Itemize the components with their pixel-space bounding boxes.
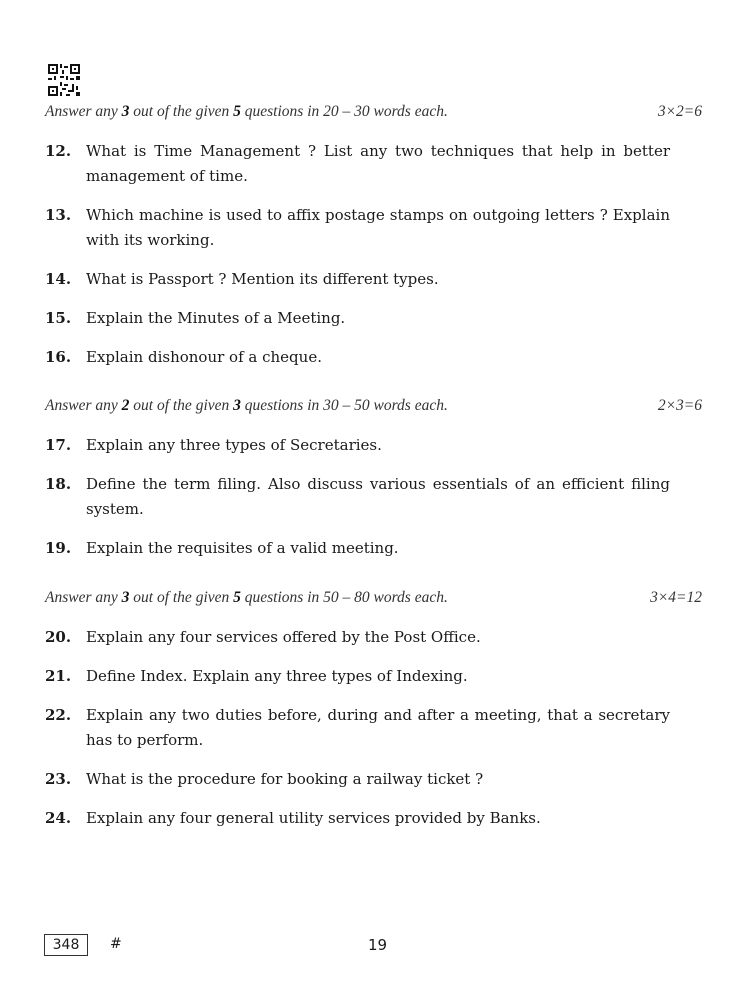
question-text: Define the term filing. Also discuss various essentials of an efficient filing system. <box>86 475 670 518</box>
question-number: 19. <box>45 539 72 557</box>
page-number: 19 <box>368 936 388 954</box>
section-marks: 3×4=12 <box>650 589 702 606</box>
instruction-text: Answer any 3 out of the given 5 questions in 50 – 80 words each. <box>45 589 448 606</box>
question-number: 18. <box>45 475 72 493</box>
question <box>45 767 670 792</box>
section-marks: 3×2=6 <box>657 103 702 120</box>
question <box>45 203 670 253</box>
question <box>45 664 670 689</box>
question <box>45 806 670 831</box>
question-number: 22. <box>45 706 72 724</box>
question <box>45 536 670 561</box>
question-number: 24. <box>45 809 72 827</box>
question-text: Define Index. Explain any three types of Indexing. <box>86 667 468 685</box>
question-text: Explain any three types of Secretaries. <box>86 436 382 454</box>
question-text: Explain dishonour of a cheque. <box>86 348 322 366</box>
question-text: What is Time Management ? List any two techniques that help in better management of time. <box>86 142 670 185</box>
question-number: 15. <box>45 309 72 327</box>
question <box>45 625 670 650</box>
question-text: What is Passport ? Mention its different types. <box>86 270 439 288</box>
question-number: 16. <box>45 348 72 366</box>
question-number: 20. <box>45 628 72 646</box>
question-text: What is the procedure for booking a railway ticket ? <box>86 770 484 788</box>
section-instruction <box>45 395 702 417</box>
question <box>45 345 670 370</box>
question-number: 23. <box>45 770 72 788</box>
instruction-text: Answer any 2 out of the given 3 questions in 30 – 50 words each. <box>45 397 448 414</box>
question-number: 12. <box>45 142 72 160</box>
paper-code-box: 348 <box>44 934 88 956</box>
question-number: 21. <box>45 667 72 685</box>
question-text: Which machine is used to affix postage stamps on outgoing letters ? Explain with its working. <box>86 206 670 249</box>
question-text: Explain any two duties before, during and after a meeting, that a secretary has to perform. <box>86 706 670 749</box>
question-text: Explain any four services offered by the Post Office. <box>86 628 481 646</box>
instruction-text: Answer any 3 out of the given 5 questions in 20 – 30 words each. <box>45 103 448 120</box>
question-text: Explain the requisites of a valid meeting. <box>86 539 399 557</box>
section-instruction <box>45 101 702 123</box>
question <box>45 139 670 189</box>
question-number: 17. <box>45 436 72 454</box>
question <box>45 267 670 292</box>
qr-code-icon <box>48 64 80 96</box>
question <box>45 472 670 522</box>
hash-mark: # <box>110 936 122 952</box>
question-text: Explain any four general utility services provided by Banks. <box>86 809 541 827</box>
section-marks: 2×3=6 <box>657 397 702 414</box>
question <box>45 306 670 331</box>
question <box>45 433 670 458</box>
section-instruction <box>45 587 702 609</box>
question-number: 14. <box>45 270 72 288</box>
question-text: Explain the Minutes of a Meeting. <box>86 309 346 327</box>
question-number: 13. <box>45 206 72 224</box>
question <box>45 703 670 753</box>
